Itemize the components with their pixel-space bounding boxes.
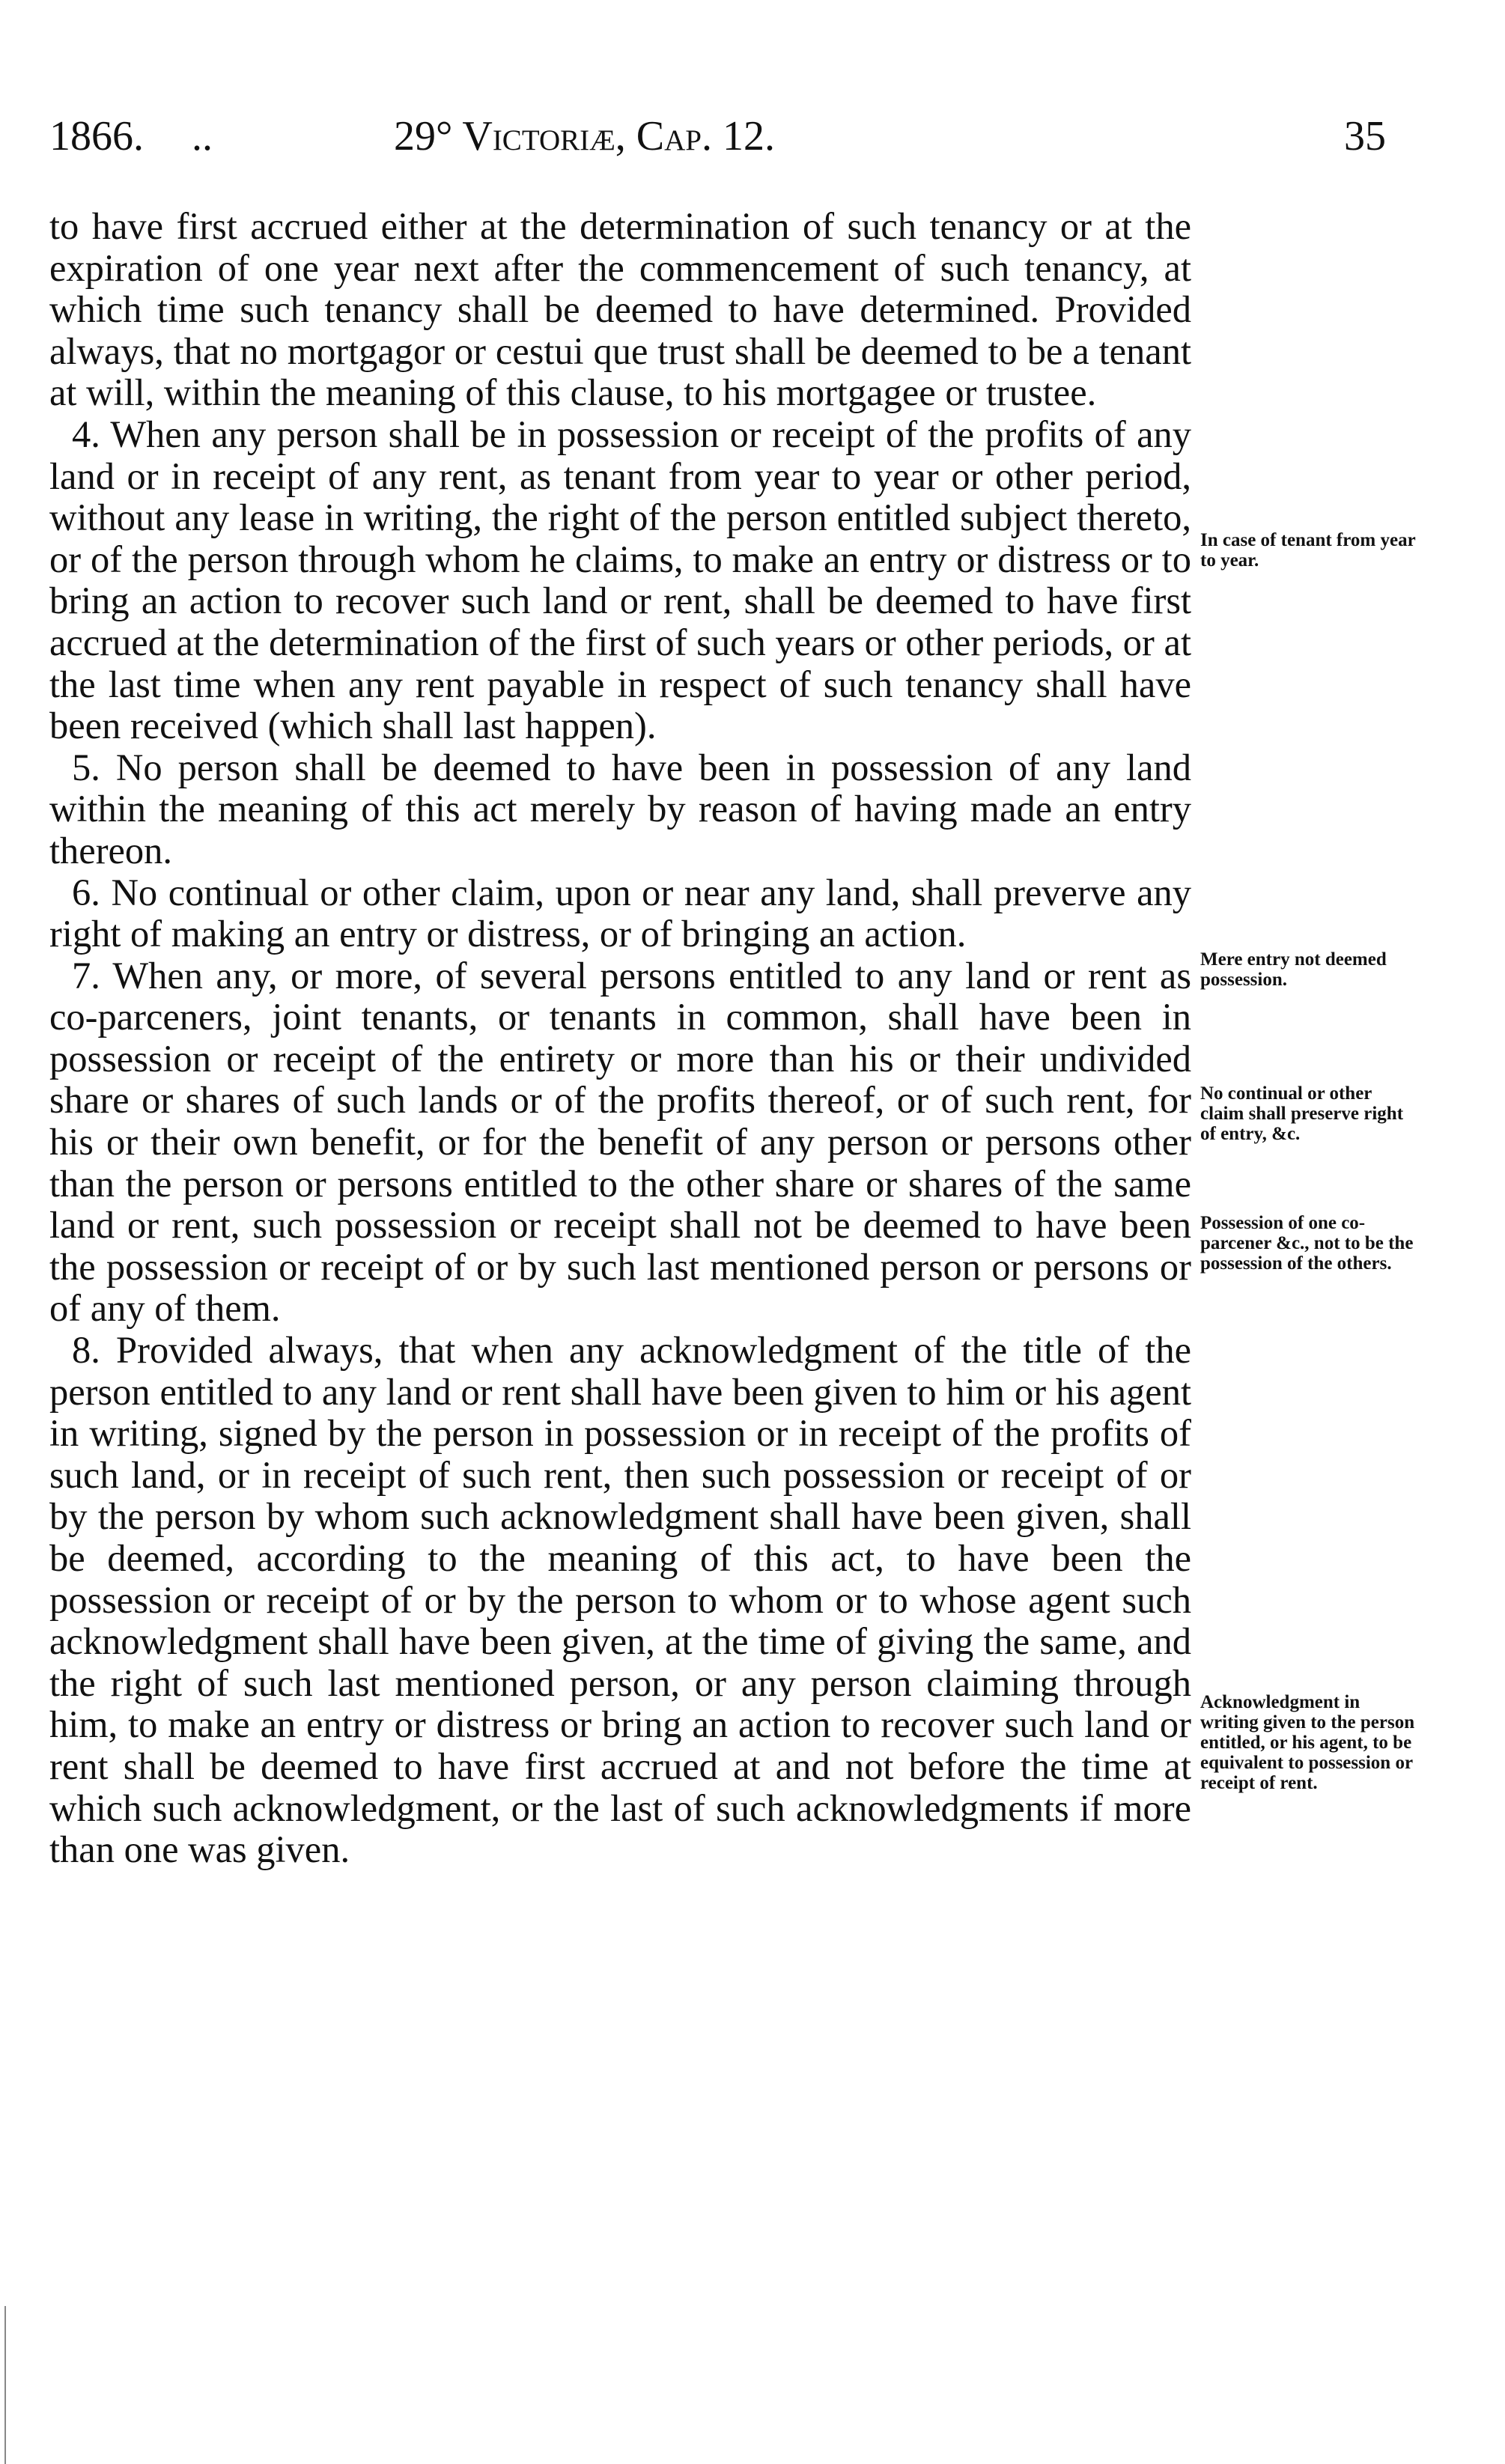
paragraph-section-6: 6. No continual or other claim, upon or near any land, shall preverve any right of making an entry or distress, or of bringing an action. [49, 871, 1191, 955]
paragraph-section-5: 5. No person shall be deemed to have been in possession of any land within the meaning of this act merely by reason of having made an entry thereon. [49, 746, 1191, 871]
margin-note-section-7: Possession of one co-parcener &c., not to be the possession of the others. [1200, 1213, 1414, 1274]
paragraph-continued: to have first accrued either at the determination of such tenancy or at the expiration of one year next after the commencement of such tenancy, at which time such tenancy shall be deemed to have determined. Provided always, that no mortgagor or cestui que trust shall be deemed to be a tenant at will, within the meaning of this clause, to his mortgagee or trustee. [49, 205, 1191, 414]
page-number: 35 [1344, 113, 1386, 159]
paragraph-section-8: 8. Provided always, that when any acknowledgment of the title of the person entitled to any land or rent shall have been given to him or his agent in writing, signed by the person in possession or in receipt of the profits of such land, or in receipt of such rent, then such possession or receipt of or by the person by whom such acknowledgment shall have been given, shall be deemed, according to the meaning of this act, to have been the possession or receipt of or by the person to whom or to whose agent such acknowledgment shall have been given, at the time of giving the same, and the right of such last mentioned person, or any person claiming through him, to make an entry or distress or bring an action to recover such land or rent shall be deemed to have first accrued at and not before the time at which such acknowledgment, or the last of such acknowledgments if more than one was given. [49, 1329, 1191, 1871]
margin-note-section-4: In case of tenant from year to year. [1200, 530, 1416, 571]
header-year: 1866. [49, 113, 144, 159]
main-text [49, 206, 1191, 1871]
margin-note-section-6: No continual or other claim shall preserve right of entry, &c. [1200, 1083, 1404, 1144]
header-dots: .. [192, 113, 213, 159]
header-title: 29° Victoriæ, Cap. 12. [394, 113, 775, 159]
paragraph-section-4: 4. When any person shall be in possession or receipt of the profits of any land or in receipt of any rent, as tenant from year to year or other period, without any lease in writing, the right of the person entitled subject thereto, or of the person through whom he claims, to make an entry or distress or to bring an action to recover such land or rent, shall be deemed to have first accrued at the determination of the first of such years or other periods, or at the last time when any rent payable in respect of such tenancy shall have been received (which shall last happen). [49, 413, 1191, 747]
paragraph-section-7: 7. When any, or more, of several persons entitled to any land or rent as co-parceners, joint tenants, or tenants in common, shall have been in possession or receipt of the entirety or more than his or their undivided share or shares of such lands or of the profits thereof, or of such rent, for his or their own benefit, or for the benefit of any person or persons other than the person or persons entitled to the other share or shares of the same land or rent, such possession or receipt shall not be deemed to have been the possession or receipt of or by such last mentioned person or persons or of any of them. [49, 954, 1191, 1330]
margin-note-section-5: Mere entry not deemed possession. [1200, 949, 1387, 990]
margin-note-section-8: Acknowledgment in writing given to the person entitled, or his agent, to be equivalent to possession or receipt of rent. [1200, 1692, 1415, 1793]
page-edge-line [4, 2306, 6, 2464]
running-header [49, 112, 1386, 180]
